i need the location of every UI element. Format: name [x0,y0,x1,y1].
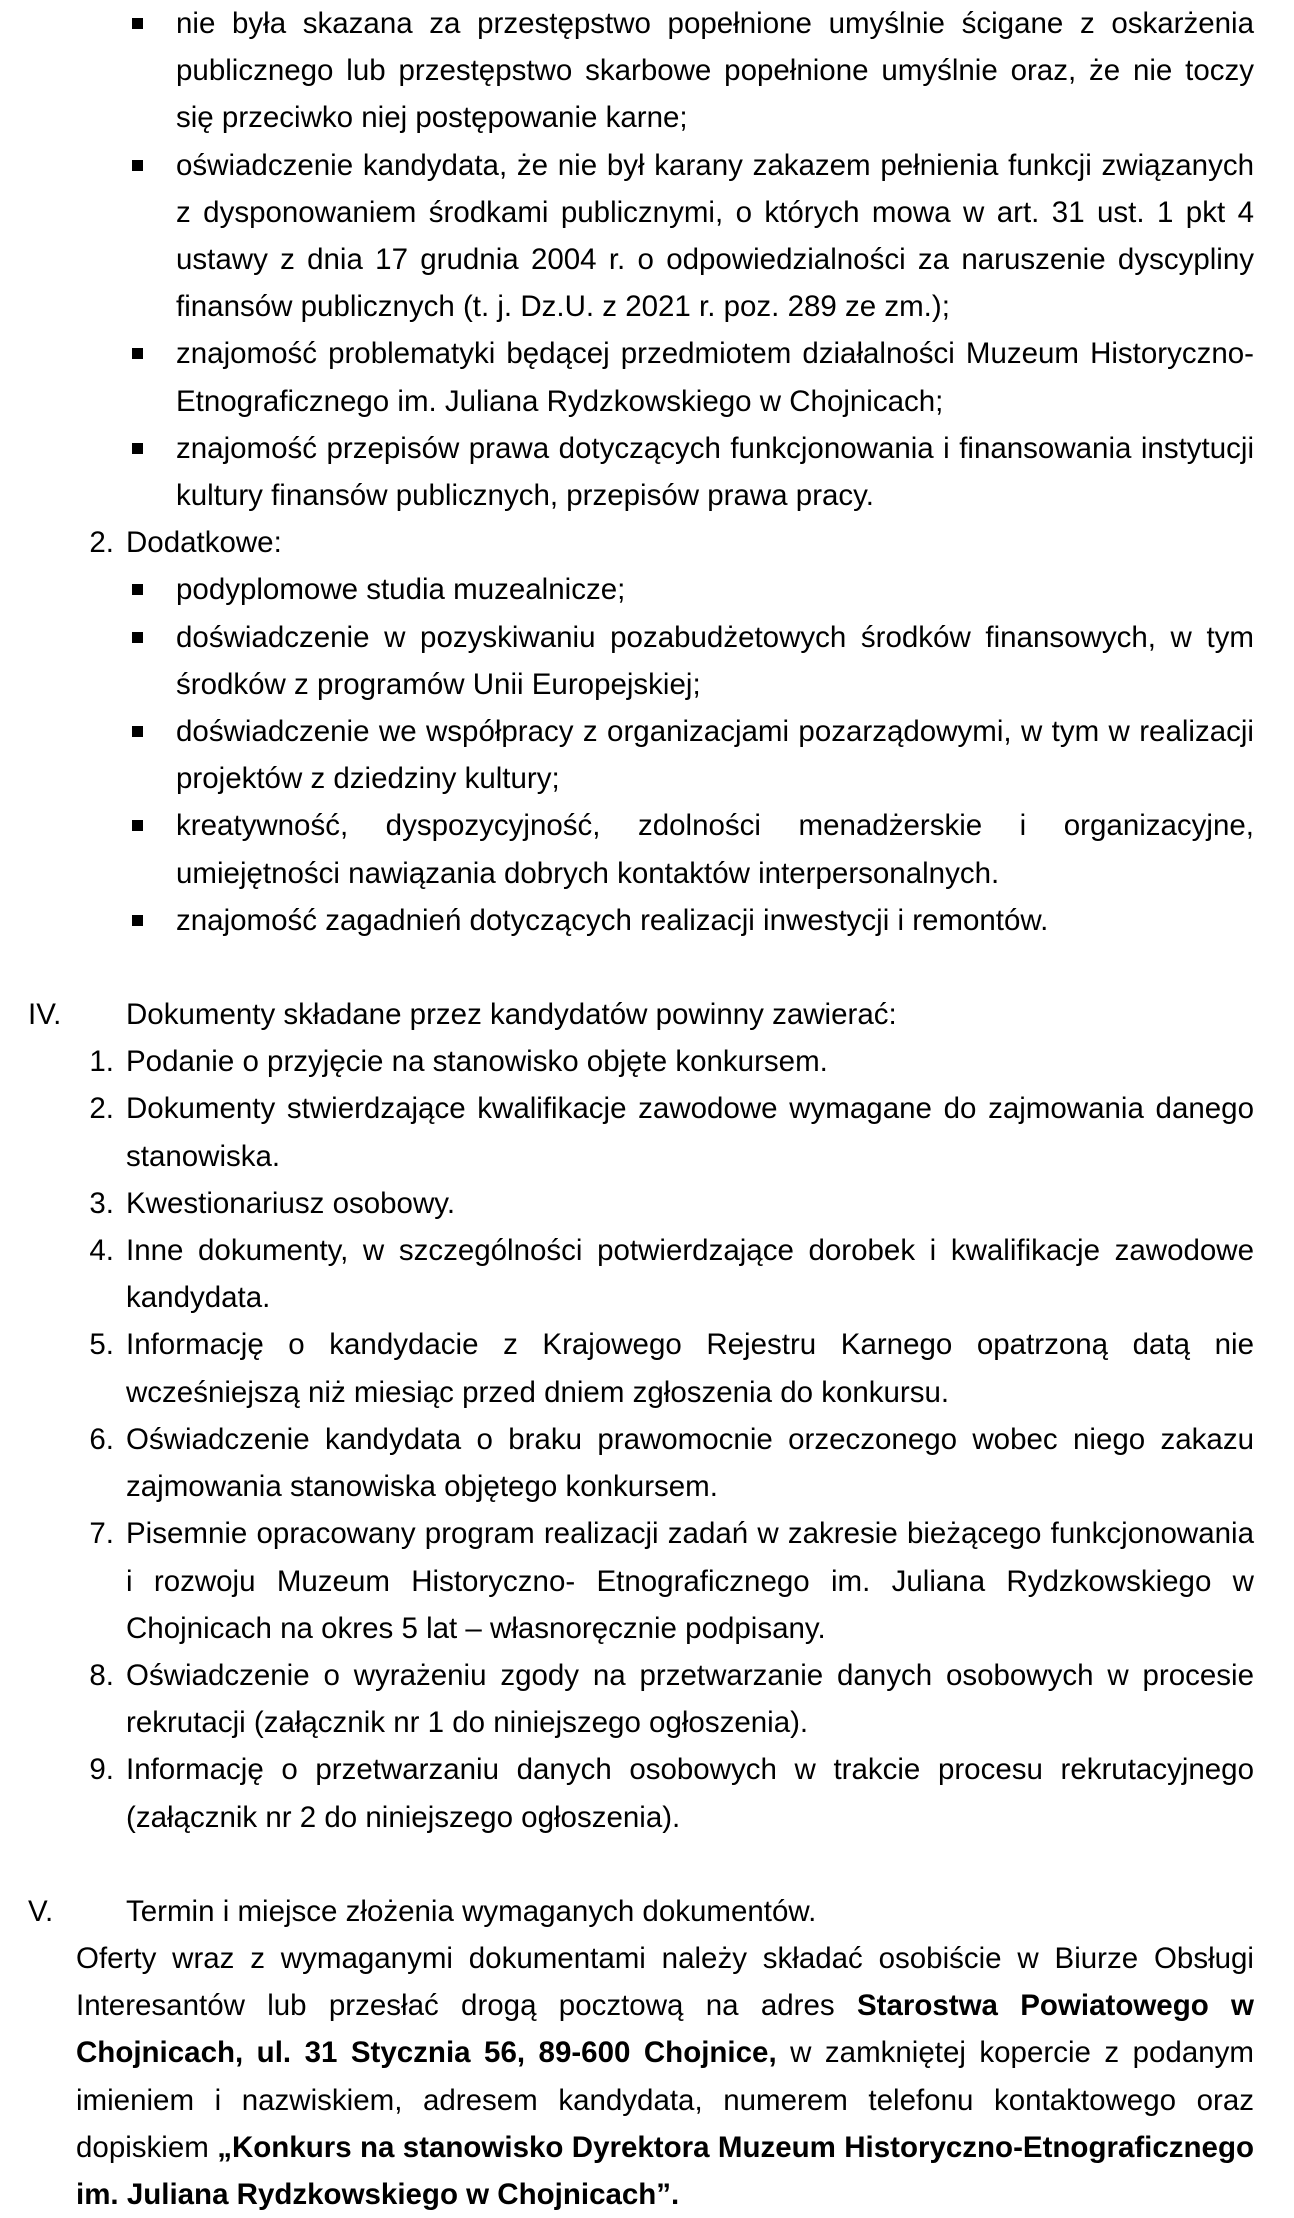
list-number: 9. [89,1753,114,1787]
document-item [89,1038,1254,1085]
document-text: Informację o przetwarzaniu danych osobowych w trakcie procesu rekrutacyjnego (załącznik nr 2 do niniejszego ogłoszenia). [126,1753,1254,1834]
document-item [89,1510,1254,1652]
section-title: Termin i miejsce złożenia wymaganych dokumentów. [126,1894,817,1928]
document-text: Oświadczenie kandydata o braku prawomocnie orzeczonego wobec niego zakazu zajmowania stanowiska objętego konkursem. [126,1422,1254,1504]
section-iv-heading [28,991,1254,1038]
section-v-heading [28,1888,1254,1935]
square-bullet-icon [132,584,143,595]
document-text: Inne dokumenty, w szczególności potwierdzające dorobek i kwalifikacje zawodowe kandydata. [126,1234,1254,1315]
list-number: 6. [89,1422,114,1456]
document-text: Oświadczenie o wyrażeniu zgody na przetwarzanie danych osobowych w procesie rekrutacji (załącznik nr 1 do niniejszego ogłoszenia). [126,1658,1254,1740]
section-title: Dokumenty składane przez kandydatów powinny zawierać: [126,998,897,1032]
additional-text: podyplomowe studia muzealnicze; [176,573,626,607]
document-text: Podanie o przyjęcie na stanowisko objęte konkursem. [126,1045,828,1079]
additional-item [176,614,1254,708]
additional-item [176,802,1254,896]
document-item [89,1746,1254,1840]
square-bullet-icon [132,632,143,643]
submission-paragraph [76,1935,1254,2218]
requirement-text: znajomość problematyki będącej przedmiotem działalności Muzeum Historyczno-Etnograficznego im. Juliana Rydzkowskiego w Chojnicach; [176,337,1254,418]
additional-requirements-heading [89,519,1254,566]
document-item [89,1652,1254,1746]
requirement-item [176,330,1254,424]
requirement-item [176,142,1254,331]
square-bullet-icon [132,820,143,831]
document-text: Kwestionariusz osobowy. [126,1186,456,1220]
square-bullet-icon [132,18,143,29]
spacer [0,944,1294,991]
requirement-text: oświadczenie kandydata, że nie był karany zakazem pełnienia funkcji związanych z dysponowaniem środkami publicznymi, o których mowa w art. 31 ust. 1 pkt 4 ustawy z dnia 17 grudnia 2004 r. o odpowiedzialności za naruszenie dyscypliny finansów publicznych (t. j. Dz.U. z 2021 r. poz. 289 ze zm.); [176,148,1254,324]
address-bold: Starostwa Powiatowego w Chojnicach, ul. 31 Stycznia 56, 89-600 Chojnice, [76,1989,1254,2070]
additional-text: kreatywność, dyspozycyjność, zdolności menadżerskie i organizacyjne, umiejętności nawiązania dobrych kontaktów interpersonalnych. [176,809,1254,890]
document-item [89,1180,1254,1227]
list-number: 8. [89,1658,114,1692]
list-number: 1. [89,1045,114,1079]
square-bullet-icon [132,348,143,359]
list-number: 5. [89,1328,114,1362]
additional-item [176,708,1254,802]
square-bullet-icon [132,443,143,454]
paragraph-text: w zamkniętej kopercie z podanym imieniem i nazwiskiem, adresem kandydata, numerem telefonu kontaktowego oraz dopiskiem [76,2036,1254,2164]
additional-text: doświadczenie we współpracy z organizacjami pozarządowymi, w tym w realizacji projektów z dziedziny kultury; [176,715,1254,796]
document-item [89,1227,1254,1321]
additional-text: doświadczenie w pozyskiwaniu pozabudżetowych środków finansowych, w tym środków z programów Unii Europejskiej; [176,620,1254,701]
list-number: 3. [89,1186,114,1220]
document-text: Informację o kandydacie z Krajowego Rejestru Karnego opatrzoną datą nie wcześniejszą niż miesiąc przed dniem zgłoszenia do konkursu. [126,1328,1254,1409]
requirement-text: znajomość przepisów prawa dotyczących funkcjonowania i finansowania instytucji kultury finansów publicznych, przepisów prawa pracy. [176,431,1254,513]
document-item [89,1085,1254,1179]
additional-item [176,566,1254,613]
document-item [89,1321,1254,1415]
document-text: Pisemnie opracowany program realizacji zadań w zakresie bieżącego funkcjonowania i rozwoju Muzeum Historyczno- Etnograficznego im. Juliana Rydzkowskiego w Chojnicach na okres 5 lat – własnoręcznie podpisany. [126,1517,1254,1645]
requirement-item [176,0,1254,142]
requirement-text: nie była skazana za przestępstwo popełnione umyślnie ścigane z oskarżenia publicznego lub przestępstwo skarbowe popełnione umyślnie oraz, że nie toczy się przeciwko niej postępowanie karne; [176,7,1254,135]
square-bullet-icon [132,915,143,926]
section-numeral: IV. [28,998,62,1032]
spacer [0,1841,1294,1888]
heading-text: Dodatkowe: [126,526,282,560]
list-number: 2. [89,1092,114,1126]
list-number: 4. [89,1234,114,1268]
additional-text: znajomość zagadnień dotyczących realizacji inwestycji i remontów. [176,903,1049,937]
paragraph-text: Oferty wraz z wymaganymi dokumentami należy składać osobiście w Biurze Obsługi Interesantów lub przesłać drogą pocztową na adres [76,1941,1254,2023]
document-item [89,1416,1254,1510]
additional-item [176,897,1254,944]
document-text: Dokumenty stwierdzające kwalifikacje zawodowe wymagane do zajmowania danego stanowiska. [126,1092,1254,1173]
square-bullet-icon [132,726,143,737]
list-number: 7. [89,1517,114,1551]
requirement-item [176,425,1254,519]
envelope-note-bold: „Konkurs na stanowisko Dyrektora Muzeum Historyczno-Etnograficznego im. Juliana Rydzkowskiego w Chojnicach”. [76,2130,1254,2211]
list-number: 2. [89,526,114,560]
square-bullet-icon [132,160,143,171]
section-numeral: V. [28,1894,54,1928]
